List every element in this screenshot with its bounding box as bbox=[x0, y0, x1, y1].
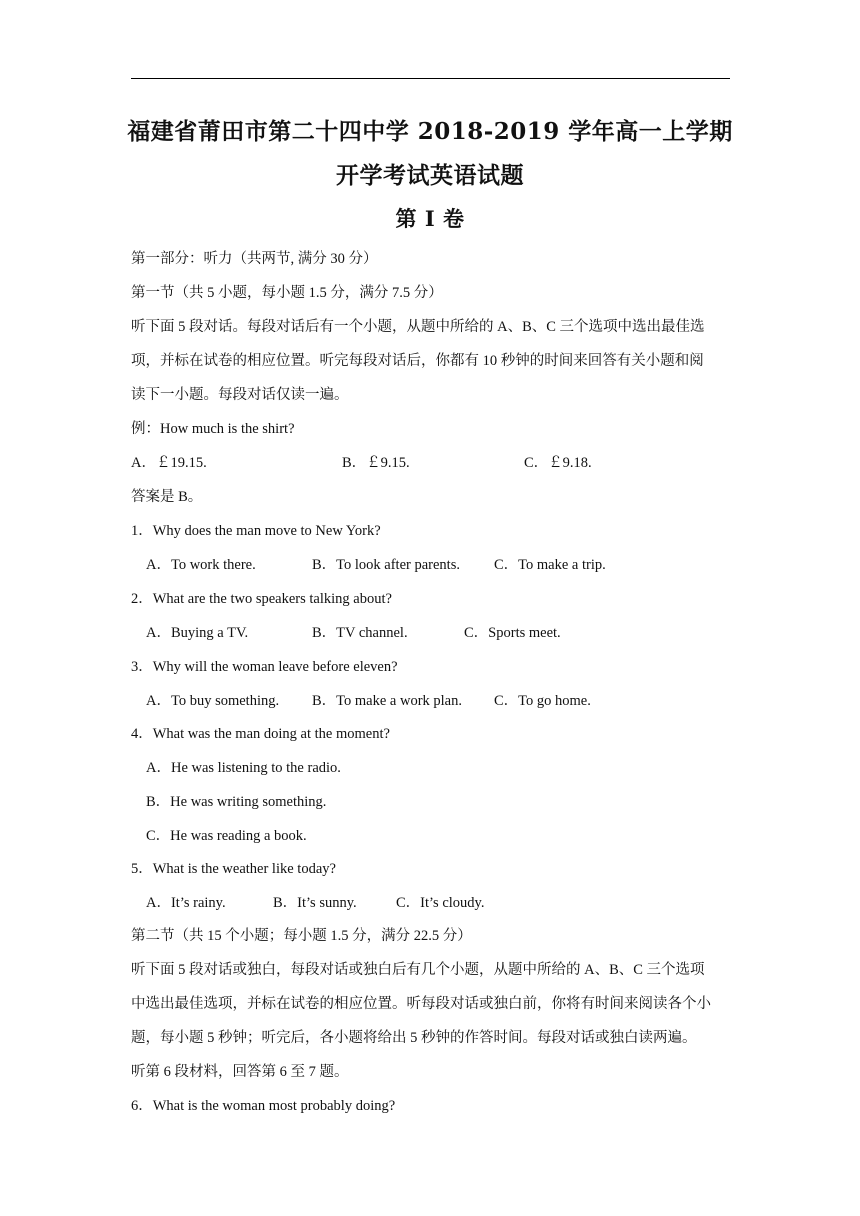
example-option-a: A．￡19.15. bbox=[131, 455, 207, 471]
section1-heading: 第一节（共 5 小题，每小题 1.5 分，满分 7.5 分） bbox=[131, 285, 443, 301]
q4-option-a: A．He was listening to the radio. bbox=[146, 760, 341, 776]
q4-option-b: B．He was writing something. bbox=[146, 794, 327, 810]
header-rule bbox=[131, 78, 730, 79]
material-6-heading: 听第 6 段材料，回答第 6 至 7 题。 bbox=[131, 1064, 349, 1080]
question-6: 6．What is the woman most probably doing? bbox=[131, 1098, 396, 1114]
section2-instruction-line: 中选出最佳选项，并标在试卷的相应位置。听每段对话或独白前，你将有时间来阅读各个小 bbox=[131, 996, 711, 1012]
q2-option-c: C．Sports meet. bbox=[464, 625, 561, 641]
question-1: 1．Why does the man move to New York? bbox=[131, 523, 381, 539]
example-answer: 答案是 B。 bbox=[131, 489, 203, 505]
instruction-line: 读下一小题。每段对话仅读一遍。 bbox=[131, 387, 349, 403]
q1-option-a: A．To work there. bbox=[146, 557, 256, 573]
section2-instruction-line: 听下面 5 段对话或独白，每段对话或独白后有几个小题，从题中所给的 A、B、C 三个选项 bbox=[131, 962, 705, 978]
question-5: 5．What is the weather like today? bbox=[131, 861, 336, 877]
question-3: 3．Why will the woman leave before eleven? bbox=[131, 659, 398, 675]
question-4: 4．What was the man doing at the moment? bbox=[131, 726, 390, 742]
section2-heading: 第二节（共 15 个小题；每小题 1.5 分，满分 22.5 分） bbox=[131, 928, 472, 944]
q3-option-b: B．To make a work plan. bbox=[312, 693, 462, 709]
part1-heading: 第一部分：听力（共两节, 满分 30 分） bbox=[131, 251, 378, 267]
question-2: 2．What are the two speakers talking about? bbox=[131, 591, 392, 607]
example-question: 例：How much is the shirt? bbox=[131, 421, 295, 437]
q5-option-b: B．It’s sunny. bbox=[273, 895, 357, 911]
q5-option-c: C．It’s cloudy. bbox=[396, 895, 485, 911]
instruction-line: 听下面 5 段对话。每段对话后有一个小题，从题中所给的 A、B、C 三个选项中选出最佳选 bbox=[131, 319, 705, 335]
q4-option-c: C．He was reading a book. bbox=[146, 828, 307, 844]
example-option-b: B．￡9.15. bbox=[342, 455, 410, 471]
instruction-line: 项，并标在试卷的相应位置。听完每段对话后，你都有 10 秒钟的时间来回答有关小题和阅 bbox=[131, 353, 704, 369]
q5-option-a: A．It’s rainy. bbox=[146, 895, 226, 911]
q3-option-a: A．To buy something. bbox=[146, 693, 280, 709]
exam-title-line1: 福建省莆田市第二十四中学 2018-2019 学年高一上学期 bbox=[127, 118, 733, 145]
q2-option-a: A．Buying a TV. bbox=[146, 625, 249, 641]
section2-instruction-line: 题，每小题 5 秒钟；听完后，各小题将给出 5 秒钟的作答时间。每段对话或独白读两遍。 bbox=[131, 1030, 697, 1046]
example-option-c: C．￡9.18. bbox=[524, 455, 592, 471]
q2-option-b: B．TV channel. bbox=[312, 625, 408, 641]
volume-label: 第 Ⅰ 卷 bbox=[395, 206, 465, 231]
q1-option-b: B．To look after parents. bbox=[312, 557, 460, 573]
q1-option-c: C．To make a trip. bbox=[494, 557, 606, 573]
exam-title-line2: 开学考试英语试题 bbox=[336, 162, 524, 189]
q3-option-c: C．To go home. bbox=[494, 693, 591, 709]
